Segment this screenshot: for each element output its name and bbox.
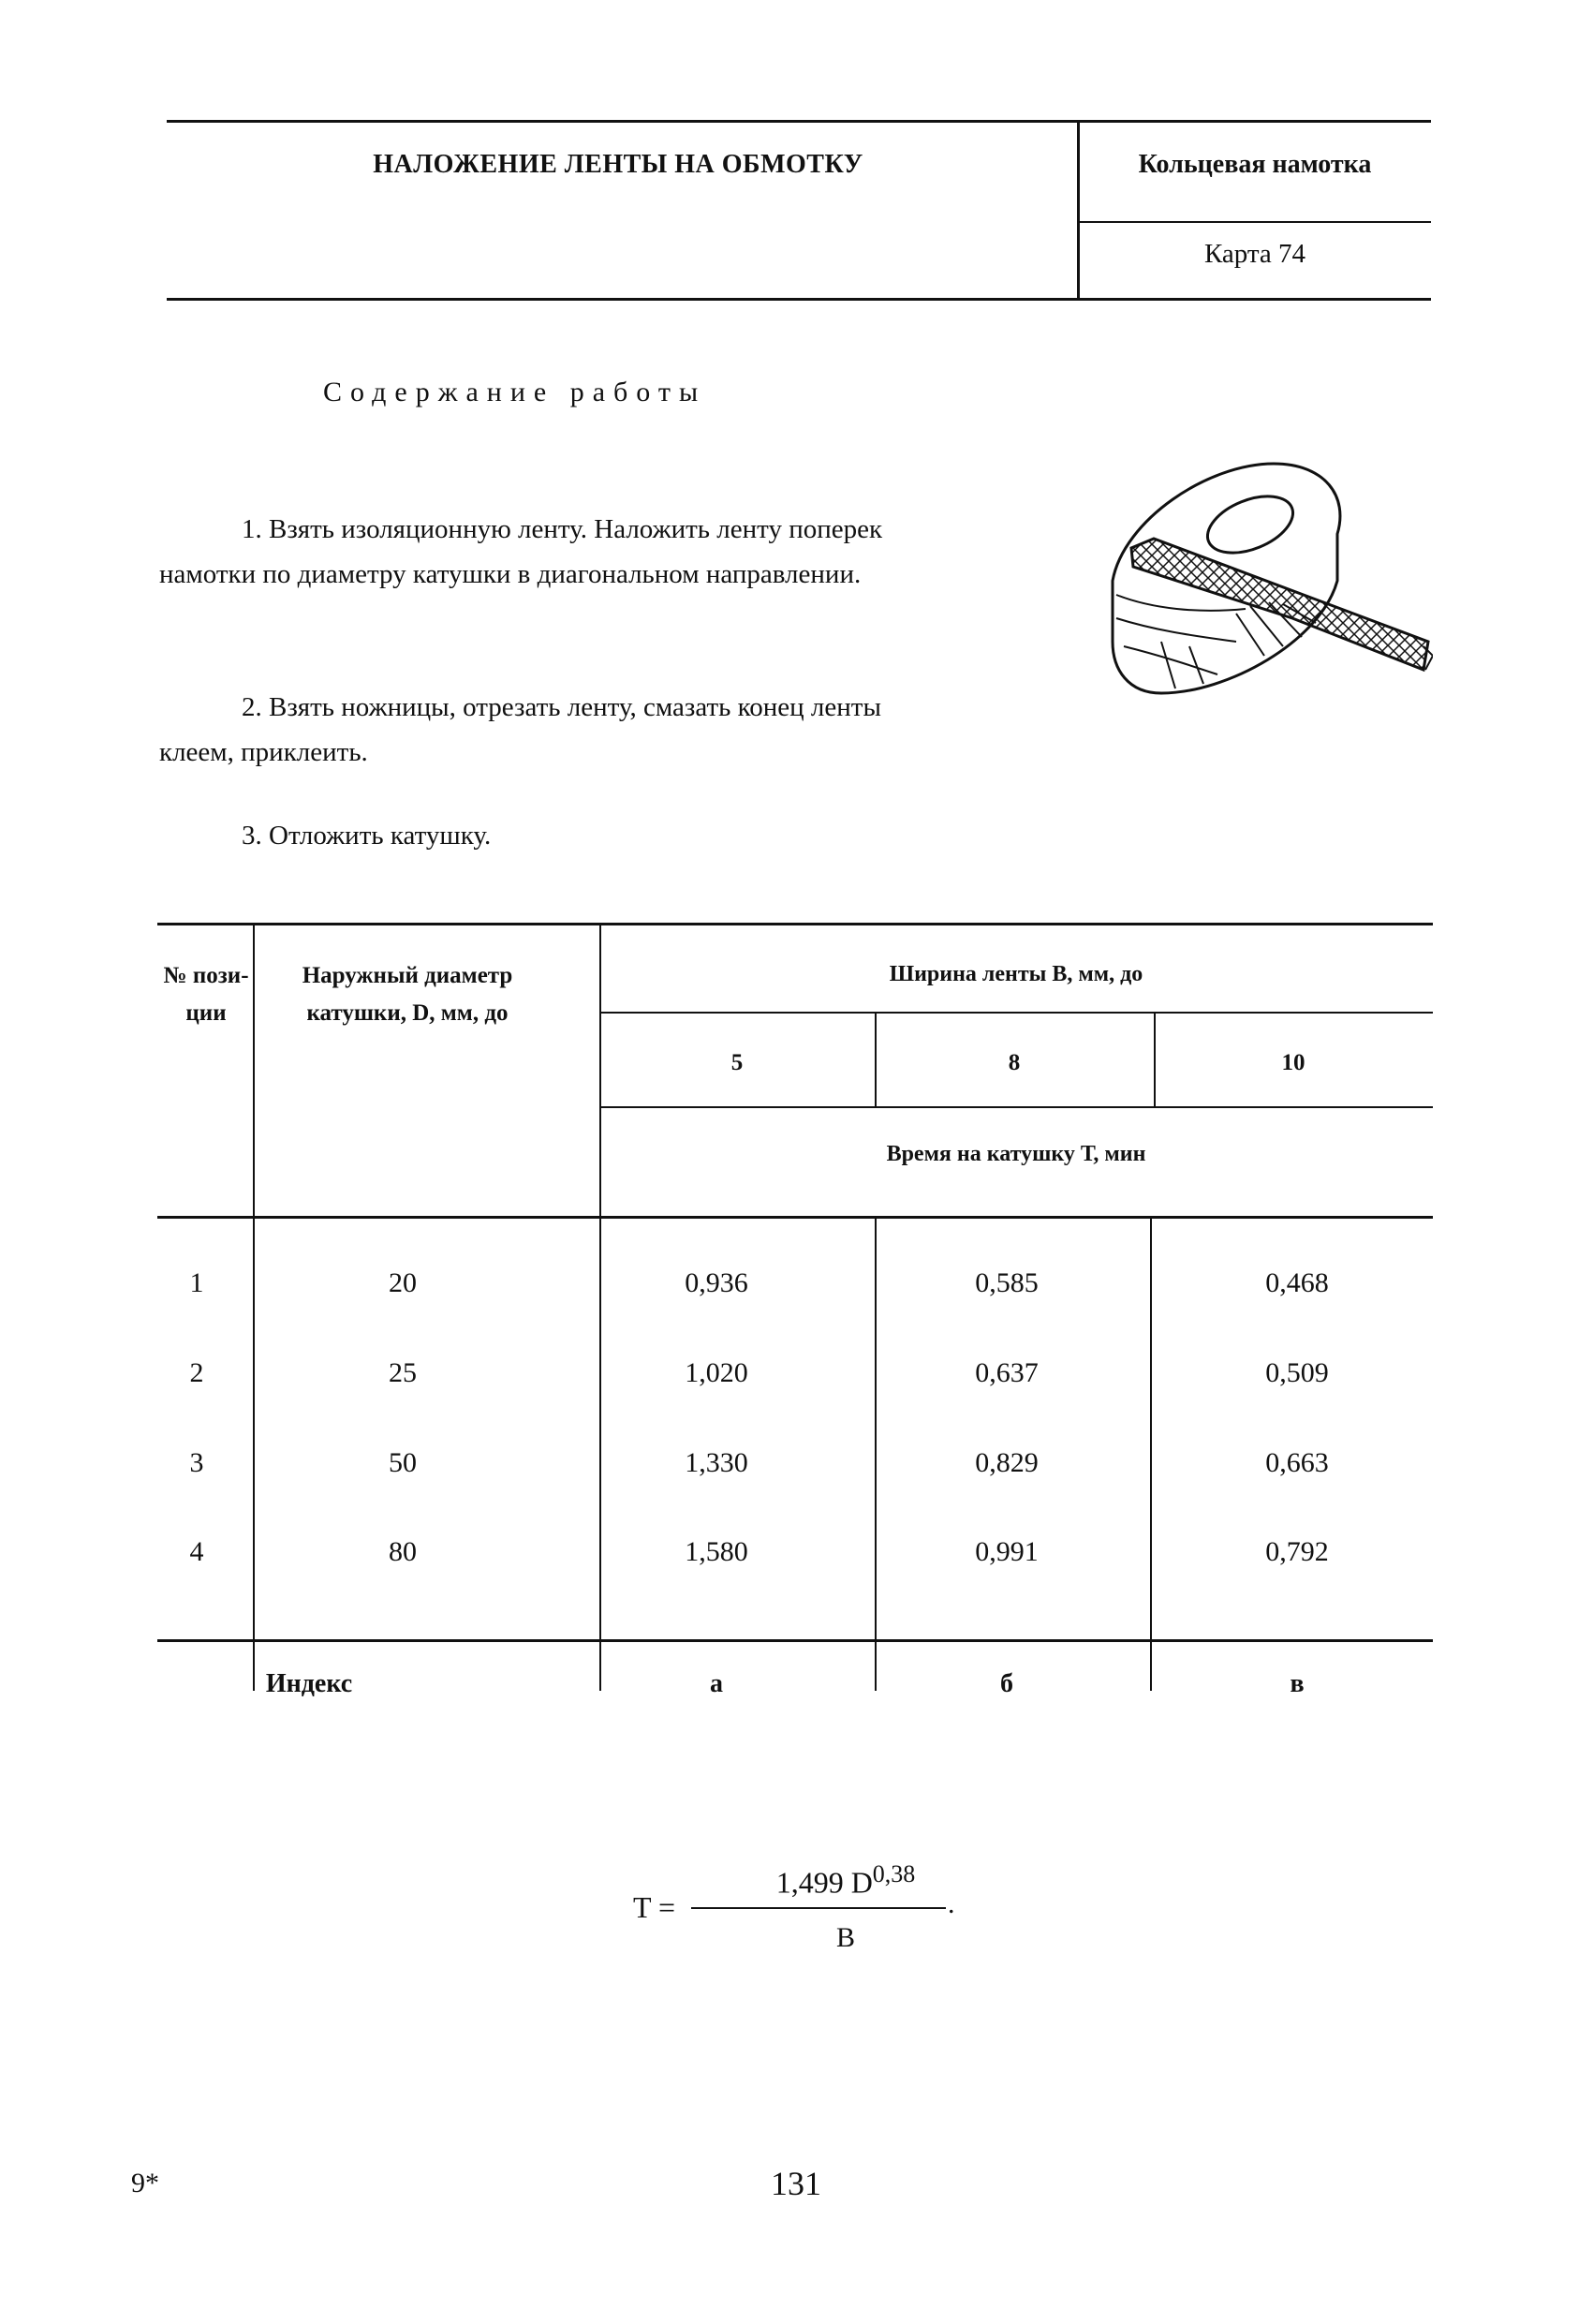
formula-trail: . xyxy=(948,1888,955,1919)
col-header-diameter: Наружный диаметр катушки, D, мм, до xyxy=(302,963,513,1026)
row-time-c: 0,468 xyxy=(1265,1267,1329,1298)
time-label: Время на катушку Т, мин xyxy=(886,1142,1146,1166)
header-inner-rule xyxy=(1077,221,1431,223)
row-time-c: 0,509 xyxy=(1265,1357,1329,1388)
step-3: 3. Отложить катушку. xyxy=(242,821,492,851)
width-col-5: 5 xyxy=(730,1050,744,1075)
row-time-b: 0,585 xyxy=(975,1267,1039,1298)
row-diameter: 25 xyxy=(389,1357,417,1388)
formula-exponent: 0,38 xyxy=(872,1860,916,1887)
row-time-a: 1,020 xyxy=(685,1357,748,1388)
document-title: НАЛОЖЕНИЕ ЛЕНТЫ НА ОБМОТКУ xyxy=(373,150,863,179)
step-1: 1. Взять изоляционную ленту. Наложить ленту поперек намотки по диаметру катушки в диагональном направлении. xyxy=(159,514,883,589)
row-time-a: 1,580 xyxy=(685,1536,748,1567)
row-position: 3 xyxy=(189,1447,204,1478)
table-col-rule-1 xyxy=(253,923,255,1691)
row-time-c: 0,663 xyxy=(1265,1447,1329,1478)
table-header-bottom-rule xyxy=(157,1216,1433,1219)
row-time-a: 0,936 xyxy=(685,1267,748,1298)
card-number: Карта 74 xyxy=(1203,239,1306,269)
row-position: 2 xyxy=(189,1357,204,1388)
col-header-position: № пози- ции xyxy=(163,963,249,1026)
index-label: Индекс xyxy=(265,1669,353,1698)
winding-type-label: Кольцевая намотка xyxy=(1138,150,1372,179)
row-diameter: 20 xyxy=(389,1267,417,1298)
formula-numerator-base: 1,499 D xyxy=(775,1865,873,1900)
table-time-rule xyxy=(599,1106,1433,1108)
row-position: 1 xyxy=(189,1267,204,1298)
width-col-8: 8 xyxy=(1008,1050,1021,1075)
step-2: 2. Взять ножницы, отрезать ленту, смазать конец ленты клеем, приклеить. xyxy=(159,692,881,767)
table-col-rule-2 xyxy=(599,923,601,1691)
header-divider xyxy=(1077,120,1080,298)
row-time-b: 0,829 xyxy=(975,1447,1039,1478)
table-body-rule-2 xyxy=(1150,1216,1152,1691)
section-title: Содержание работы xyxy=(323,377,707,407)
formula-numerator xyxy=(719,1860,972,1901)
formula-lhs: T = xyxy=(633,1890,676,1924)
row-time-c: 0,792 xyxy=(1265,1536,1329,1567)
index-a: а xyxy=(710,1669,723,1698)
formula-fraction-bar xyxy=(691,1907,946,1909)
table-width-group-rule xyxy=(599,1012,1433,1014)
header-top-rule xyxy=(167,120,1431,123)
row-time-a: 1,330 xyxy=(685,1447,748,1478)
table-body-rule-1 xyxy=(875,1216,877,1691)
index-b: б xyxy=(1000,1669,1013,1698)
row-diameter: 80 xyxy=(389,1536,417,1567)
table-top-rule xyxy=(157,923,1433,925)
row-time-b: 0,637 xyxy=(975,1357,1039,1388)
signature-mark: 9* xyxy=(131,2168,159,2198)
index-c: в xyxy=(1290,1669,1305,1698)
row-time-b: 0,991 xyxy=(975,1536,1039,1567)
col-header-width-group: Ширина ленты В, мм, до xyxy=(889,962,1143,986)
page-number: 131 xyxy=(771,2165,821,2202)
coil-tape-illustration xyxy=(1096,454,1433,712)
row-position: 4 xyxy=(189,1536,204,1567)
width-col-10: 10 xyxy=(1281,1050,1305,1075)
header-bottom-rule xyxy=(167,298,1431,301)
row-diameter: 50 xyxy=(389,1447,417,1478)
table-bottom-rule xyxy=(157,1639,1433,1642)
formula-denominator: В xyxy=(835,1922,855,1953)
